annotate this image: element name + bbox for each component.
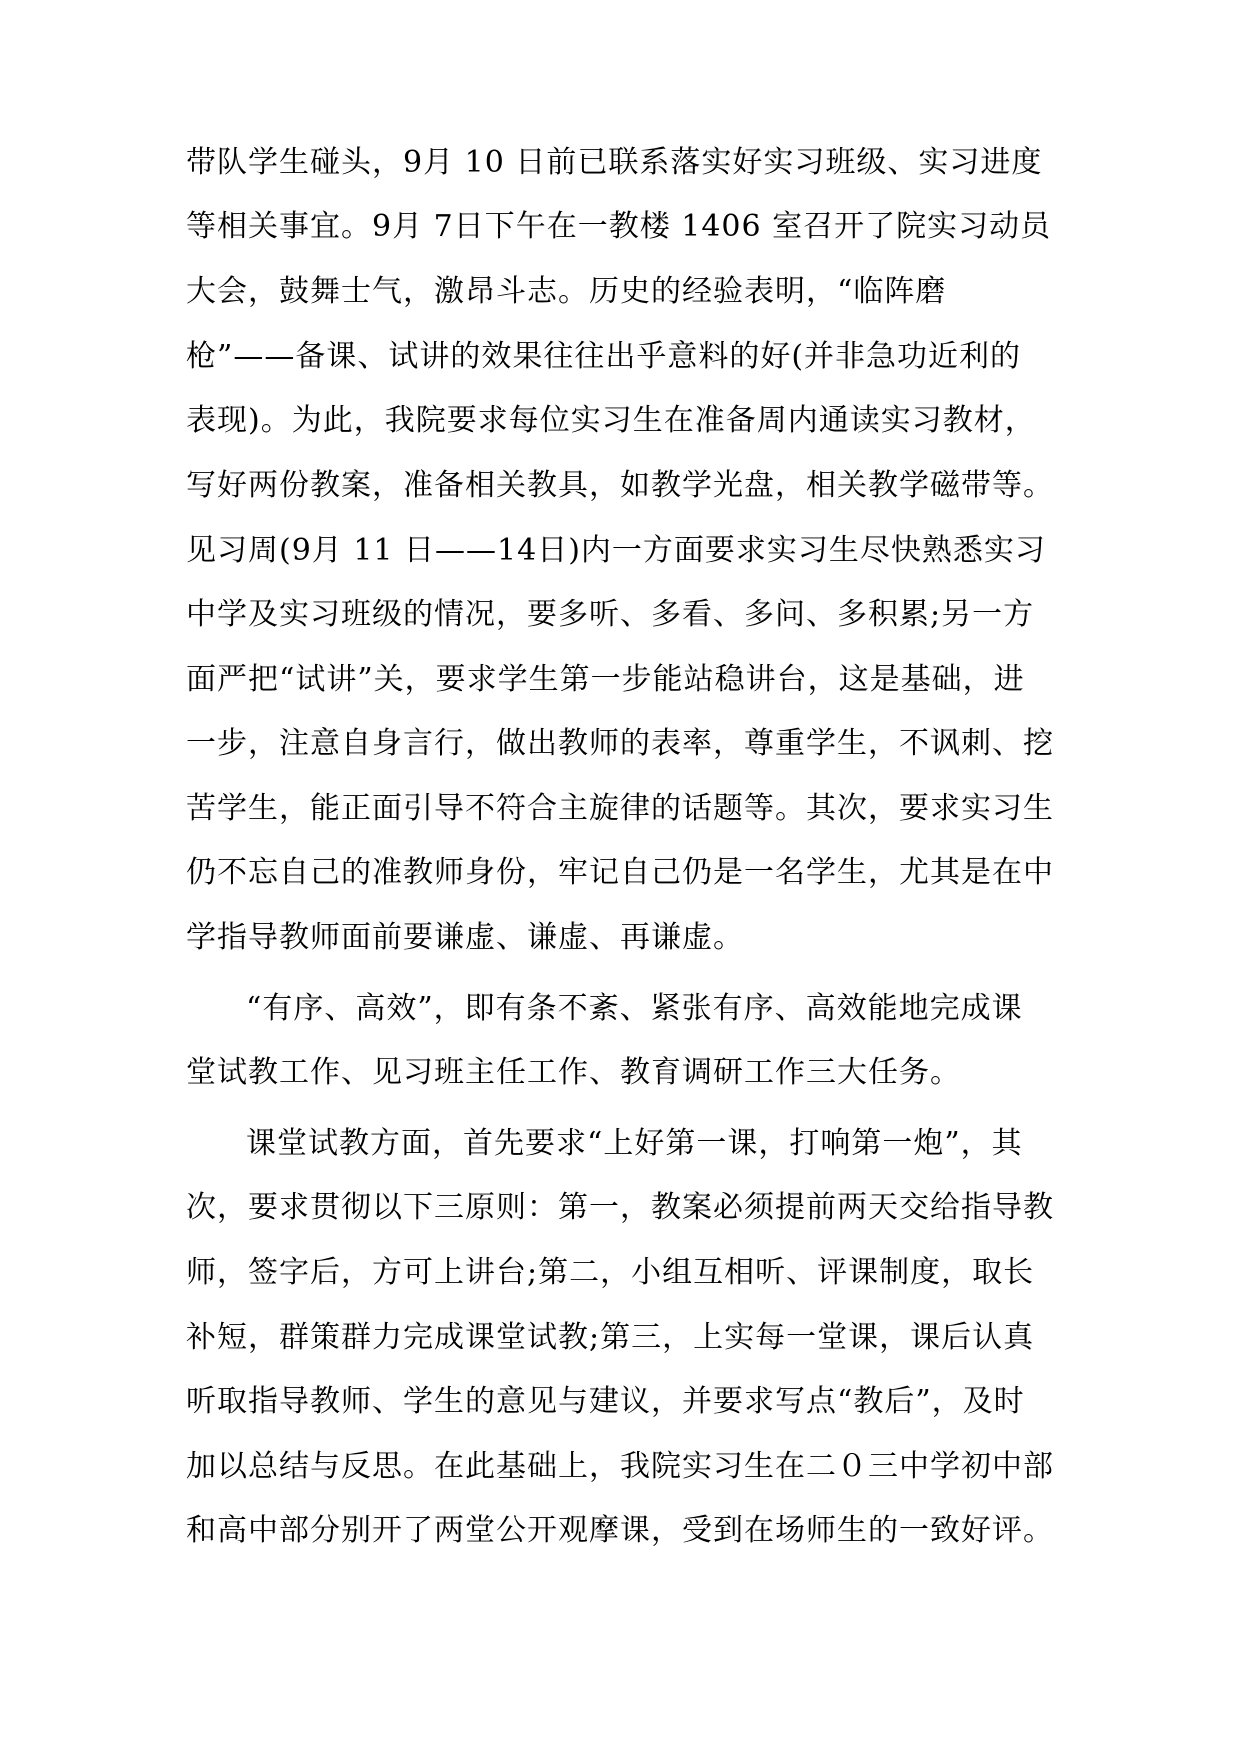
paragraph-first-line: 课堂试教方面，首先要求“上好第一课，打响第一炮”，其 xyxy=(246,1126,1023,1161)
text-line: 中学及实习班级的情况，要多听、多看、多问、多积累;另一方 xyxy=(186,597,1035,632)
text-line: 面严把“试讲”关，要求学生第一步能站稳讲台，这是基础，进 xyxy=(186,662,1025,697)
text-line: 学指导教师面前要谦虚、谦虚、再谦虚。 xyxy=(186,920,744,955)
paragraph-first-line: “有序、高效”，即有条不紊、紧张有序、高效能地完成课 xyxy=(246,991,1023,1026)
text-line: 表现)。为此，我院要求每位实习生在准备周内通读实习教材， xyxy=(186,403,1036,438)
text-line: 带队学生碰头，9月 10 日前已联系落实好实习班级、实习进度 xyxy=(186,145,1043,180)
text-line: 次，要求贯彻以下三原则：第一，教案必须提前两天交给指导教 xyxy=(186,1190,1054,1225)
text-line: 补短，群策群力完成课堂试教;第三，上实每一堂课，课后认真 xyxy=(186,1320,1035,1355)
text-line: 见习周(9月 11 日——14日)内一方面要求实习生尽快熟悉实习 xyxy=(186,533,1046,568)
text-line: 仍不忘自己的准教师身份，牢记自己仍是一名学生，尤其是在中 xyxy=(186,855,1054,890)
text-line: 大会，鼓舞士气，激昂斗志。历史的经验表明，“临阵磨 xyxy=(186,274,947,309)
text-line: 听取指导教师、学生的意见与建议，并要求写点“教后”，及时 xyxy=(186,1384,1025,1419)
text-line: 师，签字后，方可上讲台;第二，小组互相听、评课制度，取长 xyxy=(186,1255,1035,1290)
text-line: 一步，注意自身言行，做出教师的表率，尊重学生，不讽刺、挖 xyxy=(186,726,1054,761)
text-line: 和高中部分别开了两堂公开观摩课，受到在场师生的一致好评。 xyxy=(186,1513,1054,1548)
text-line: 堂试教工作、见习班主任工作、教育调研工作三大任务。 xyxy=(186,1055,961,1090)
text-line: 枪”——备课、试讲的效果往往出乎意料的好(并非急功近利的 xyxy=(186,339,1022,374)
text-line: 苦学生，能正面引导不符合主旋律的话题等。其次，要求实习生 xyxy=(186,791,1054,826)
text-line: 等相关事宜。9月 7日下午在一教楼 1406 室召开了院实习动员 xyxy=(186,209,1052,244)
text-line: 写好两份教案，准备相关教具，如教学光盘，相关教学磁带等。 xyxy=(186,468,1054,503)
text-line: 加以总结与反思。在此基础上，我院实习生在二０三中学初中部 xyxy=(186,1449,1054,1484)
